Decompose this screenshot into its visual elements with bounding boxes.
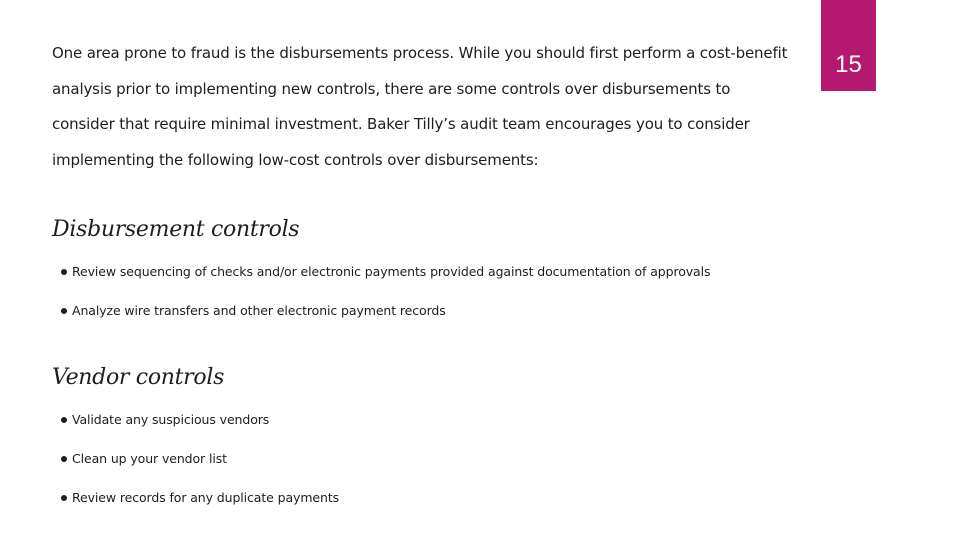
list-item <box>60 252 710 291</box>
list-item <box>60 439 339 478</box>
page-number: 15 <box>835 51 862 78</box>
intro-line: One area prone to fraud is the disbursements process. While you should first perform a cost-benefit <box>52 44 788 62</box>
intro-line: analysis prior to implementing new controls, there are some controls over disbursements to <box>52 79 731 98</box>
list-item <box>60 400 339 439</box>
page-number-badge <box>821 0 876 91</box>
intro-line: consider that require minimal investment. Baker Tilly’s audit team encourages you to consider <box>52 115 750 133</box>
section-heading-disbursement-controls: Disbursement controls <box>52 217 300 242</box>
list-item-text: Analyze wire transfers and other electronic payment records <box>72 303 446 318</box>
list-item-text: Clean up your vendor list <box>72 451 227 466</box>
bullet-icon <box>61 308 67 314</box>
list-item <box>60 478 339 517</box>
intro-line: implementing the following low-cost controls over disbursements: <box>52 150 539 169</box>
disbursement-controls-list <box>60 252 710 330</box>
bullet-icon <box>61 417 67 423</box>
list-item <box>60 291 710 330</box>
list-item-text: Review records for any duplicate payments <box>72 490 340 505</box>
vendor-controls-list <box>60 400 339 517</box>
list-item-text: Validate any suspicious vendors <box>72 412 270 427</box>
bullet-icon <box>61 495 67 501</box>
bullet-icon <box>61 269 67 275</box>
list-item-text: Review sequencing of checks and/or electronic payments provided against documentation of approvals <box>72 264 711 279</box>
section-heading-vendor-controls: Vendor controls <box>52 365 225 390</box>
bullet-icon <box>61 456 67 462</box>
intro-paragraph <box>52 36 822 178</box>
